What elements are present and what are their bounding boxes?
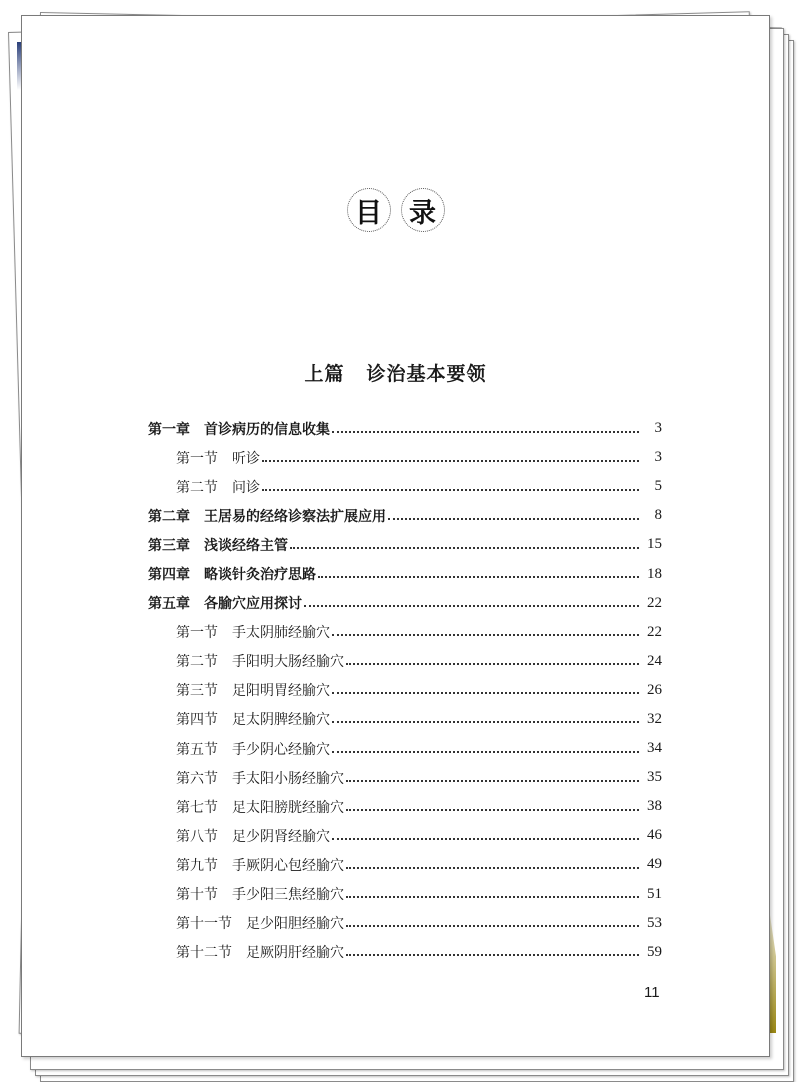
dot-leader xyxy=(346,896,639,898)
dot-leader xyxy=(304,605,639,607)
toc-section-entry[interactable] xyxy=(148,938,662,967)
dot-leader xyxy=(346,867,639,869)
entry-title: 手少阳三焦经腧穴 xyxy=(232,887,344,904)
dot-leader xyxy=(262,460,639,462)
entry-page-number: 3 xyxy=(654,420,662,437)
toc-section-entry[interactable] xyxy=(148,647,662,676)
toc-heading xyxy=(22,188,769,232)
toc-section-entry[interactable] xyxy=(148,792,662,821)
dot-leader xyxy=(332,838,639,840)
entry-page-number: 3 xyxy=(654,449,662,466)
entry-title: 足太阳膀胱经腧穴 xyxy=(232,799,344,816)
toc-section-entry[interactable] xyxy=(148,676,662,705)
entry-number: 第三章 xyxy=(148,537,190,554)
entry-page-number: 18 xyxy=(647,565,662,582)
dot-leader xyxy=(318,576,639,578)
toc-section-entry[interactable] xyxy=(148,443,662,472)
entry-title: 手阳明大肠经腧穴 xyxy=(232,654,344,671)
entry-page-number: 53 xyxy=(647,914,662,931)
part-label: 上篇 xyxy=(304,363,345,385)
toc-section-entry[interactable] xyxy=(148,734,662,763)
toc-section-entry[interactable] xyxy=(148,909,662,938)
toc-section-entry[interactable] xyxy=(148,618,662,647)
toc-section-entry[interactable] xyxy=(148,705,662,734)
entry-page-number: 5 xyxy=(654,478,662,495)
entry-page-number: 38 xyxy=(647,798,662,815)
part-name: 诊治基本要领 xyxy=(366,363,487,385)
toc-list xyxy=(148,414,662,967)
entry-title: 略谈针灸治疗思路 xyxy=(204,567,316,584)
dot-leader xyxy=(332,692,639,694)
entry-page-number: 22 xyxy=(647,623,662,640)
entry-number: 第三节 xyxy=(176,683,218,700)
dot-leader xyxy=(262,489,639,491)
entry-number: 第九节 xyxy=(176,857,218,874)
dot-leader xyxy=(346,954,639,956)
entry-title: 浅谈经络主管 xyxy=(204,537,288,554)
toc-chapter-entry[interactable] xyxy=(148,530,662,559)
toc-chapter-entry[interactable] xyxy=(148,501,662,530)
toc-section-entry[interactable] xyxy=(148,472,662,501)
entry-page-number: 26 xyxy=(647,681,662,698)
dot-leader xyxy=(332,751,639,753)
entry-number: 第八节 xyxy=(176,828,218,845)
entry-title: 手厥阴心包经腧穴 xyxy=(232,857,344,874)
entry-number: 第一节 xyxy=(176,450,218,467)
entry-number: 第二节 xyxy=(176,479,218,496)
entry-number: 第十一节 xyxy=(176,916,232,933)
entry-title: 首诊病历的信息收集 xyxy=(204,421,330,438)
entry-page-number: 32 xyxy=(647,710,662,727)
entry-title: 听诊 xyxy=(232,450,260,467)
dot-leader xyxy=(290,547,639,549)
toc-section-entry[interactable] xyxy=(148,821,662,850)
entry-title: 各腧穴应用探讨 xyxy=(204,596,302,613)
entry-number: 第六节 xyxy=(176,770,218,787)
entry-number: 第一节 xyxy=(176,625,218,642)
part-title xyxy=(22,359,769,386)
entry-page-number: 46 xyxy=(647,827,662,844)
entry-page-number: 35 xyxy=(647,769,662,786)
entry-page-number: 24 xyxy=(647,652,662,669)
dot-leader xyxy=(332,721,639,723)
dot-leader xyxy=(332,431,639,433)
dot-leader xyxy=(332,634,639,636)
entry-number: 第五节 xyxy=(176,741,218,758)
heading-char-lu: 录 xyxy=(401,188,445,232)
entry-number: 第四节 xyxy=(176,712,218,729)
entry-number: 第一章 xyxy=(148,421,190,438)
toc-section-entry[interactable] xyxy=(148,763,662,792)
entry-page-number: 49 xyxy=(647,856,662,873)
page-number: 11 xyxy=(644,984,660,1001)
entry-page-number: 51 xyxy=(647,885,662,902)
dot-leader xyxy=(346,663,639,665)
dot-leader xyxy=(346,780,639,782)
toc-chapter-entry[interactable] xyxy=(148,414,662,443)
toc-chapter-entry[interactable] xyxy=(148,589,662,618)
toc-chapter-entry[interactable] xyxy=(148,559,662,588)
dot-leader xyxy=(346,809,639,811)
entry-title: 手太阳小肠经腧穴 xyxy=(232,770,344,787)
entry-title: 手少阴心经腧穴 xyxy=(232,741,330,758)
toc-section-entry[interactable] xyxy=(148,880,662,909)
toc-section-entry[interactable] xyxy=(148,850,662,879)
entry-number: 第四章 xyxy=(148,567,190,584)
entry-number: 第五章 xyxy=(148,596,190,613)
entry-page-number: 22 xyxy=(647,594,662,611)
entry-title: 足阳明胃经腧穴 xyxy=(232,683,330,700)
entry-title: 足太阴脾经腧穴 xyxy=(232,712,330,729)
entry-number: 第二章 xyxy=(148,508,190,525)
entry-title: 王居易的经络诊察法扩展应用 xyxy=(204,508,386,525)
heading-char-mu: 目 xyxy=(347,188,391,232)
entry-title: 问诊 xyxy=(232,479,260,496)
entry-page-number: 8 xyxy=(654,507,662,524)
entry-number: 第二节 xyxy=(176,654,218,671)
entry-number: 第七节 xyxy=(176,799,218,816)
entry-title: 足少阴肾经腧穴 xyxy=(232,828,330,845)
entry-number: 第十二节 xyxy=(176,945,232,962)
entry-title: 足少阳胆经腧穴 xyxy=(246,916,344,933)
entry-title: 足厥阴肝经腧穴 xyxy=(246,945,344,962)
entry-page-number: 15 xyxy=(647,536,662,553)
dot-leader xyxy=(388,518,639,520)
entry-number: 第十节 xyxy=(176,887,218,904)
entry-page-number: 34 xyxy=(647,740,662,757)
dot-leader xyxy=(346,925,639,927)
entry-title: 手太阴肺经腧穴 xyxy=(232,625,330,642)
toc-page xyxy=(21,15,770,1057)
entry-page-number: 59 xyxy=(647,943,662,960)
